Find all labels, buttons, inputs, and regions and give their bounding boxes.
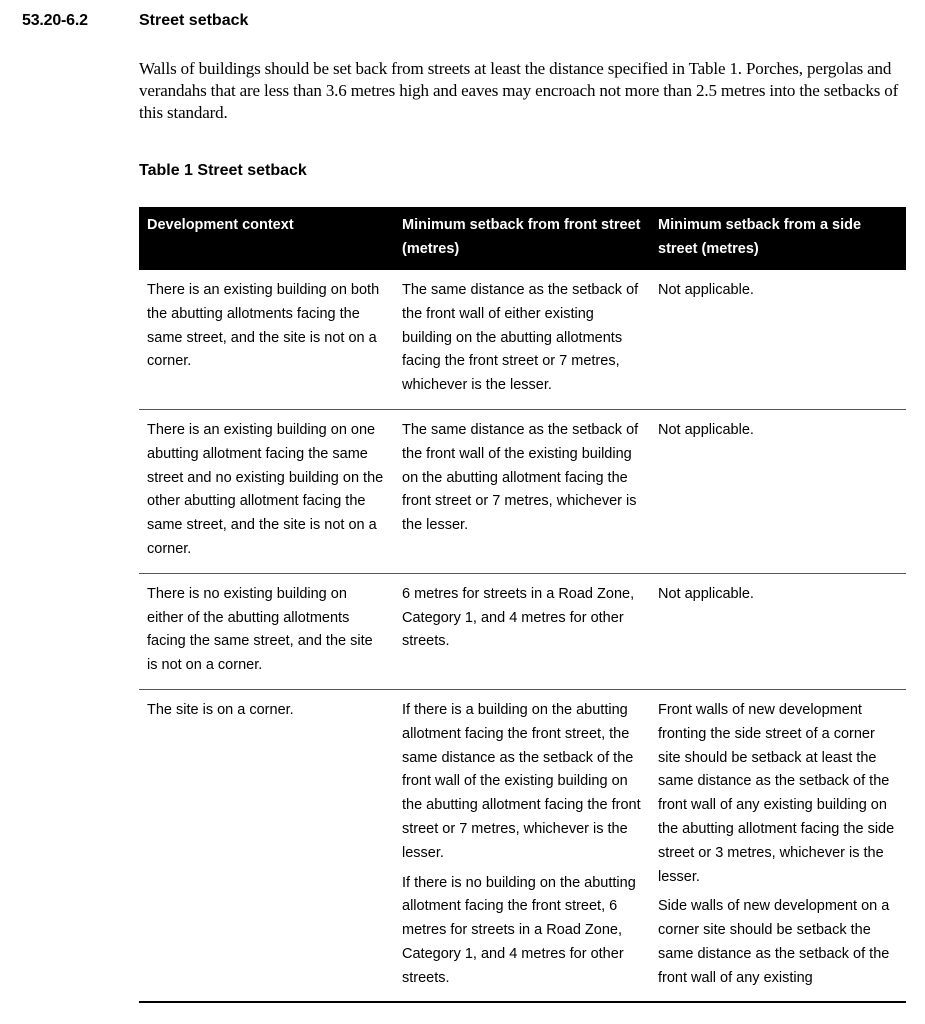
cell-paragraph: The same distance as the setback of the front wall of the existing building on the abutting allotment facing the front street or 7 metres, whichever is the lesser. (402, 421, 639, 534)
cell-front-setback (394, 573, 650, 689)
cell-paragraph: Not applicable. (658, 585, 754, 602)
table-row (139, 270, 906, 409)
cell-paragraph: Not applicable. (658, 421, 754, 438)
cell-side-setback (650, 689, 906, 1001)
street-setback-table (139, 207, 906, 1003)
table-row (139, 409, 906, 573)
cell-front-setback (394, 270, 650, 409)
cell-paragraph: 6 metres for streets in a Road Zone, Category 1, and 4 metres for other streets. (402, 585, 635, 650)
cell-context: There is no existing building on either of the abutting allotments facing the same street, and the site is not on a corner. (139, 573, 394, 689)
section-title: Street setback (139, 12, 249, 29)
cell-side-setback (650, 409, 906, 573)
cell-side-setback (650, 270, 906, 409)
cell-paragraph: The same distance as the setback of the front wall of either existing building on the abutting allotments facing the front street or 7 metres, whichever is the lesser. (402, 282, 639, 394)
table-row (139, 573, 906, 689)
cell-front-setback (394, 689, 650, 1001)
table-row (139, 689, 906, 1001)
header-development-context: Development context (139, 207, 394, 270)
cell-paragraph: If there is no building on the abutting allotment facing the front street, 6 metres for streets in a Road Zone, Category 1, and 4 metres for other streets. (402, 874, 636, 986)
cell-paragraph: Not applicable. (658, 282, 754, 298)
cell-context: There is an existing building on one abutting allotment facing the same street and no existing building on the other abutting allotment facing the same street, and the site is not on a corner. (139, 409, 394, 573)
cell-paragraph: If there is a building on the abutting allotment facing the front street, the same distance as the setback of the front wall of the existing building on the abutting allotment facing the front street or 7 metres, whichever is the lesser. (402, 701, 641, 861)
cell-context: The site is on a corner. (139, 689, 394, 1001)
table-caption: Table 1 Street setback (139, 162, 307, 179)
header-front-street-setback: Minimum setback from front street (metres) (394, 207, 650, 270)
cell-side-setback (650, 573, 906, 689)
section-number: 53.20-6.2 (22, 12, 88, 29)
cell-front-setback (394, 409, 650, 573)
cell-paragraph: Side walls of new development on a corner site should be setback the same distance as the setback of the front wall of any existing (658, 898, 890, 986)
header-side-street-setback: Minimum setback from a side street (metres) (650, 207, 906, 270)
cell-paragraph: Front walls of new development fronting the side street of a corner site should be setback at least the same distance as the setback of the front wall of any existing building on the abutting allotment facing the side street or 3 metres, whichever is the lesser. (658, 701, 895, 885)
cell-context: There is an existing building on both the abutting allotments facing the same street, and the site is not on a corner. (139, 270, 394, 409)
section-intro-paragraph: Walls of buildings should be set back from streets at least the distance specified in Table 1. Porches, pergolas and verandahs that are less than 3.6 metres high and eaves may encroach not more than 2.5 metres into the setbacks of this standard. (139, 59, 899, 122)
table-header-row (139, 207, 906, 270)
